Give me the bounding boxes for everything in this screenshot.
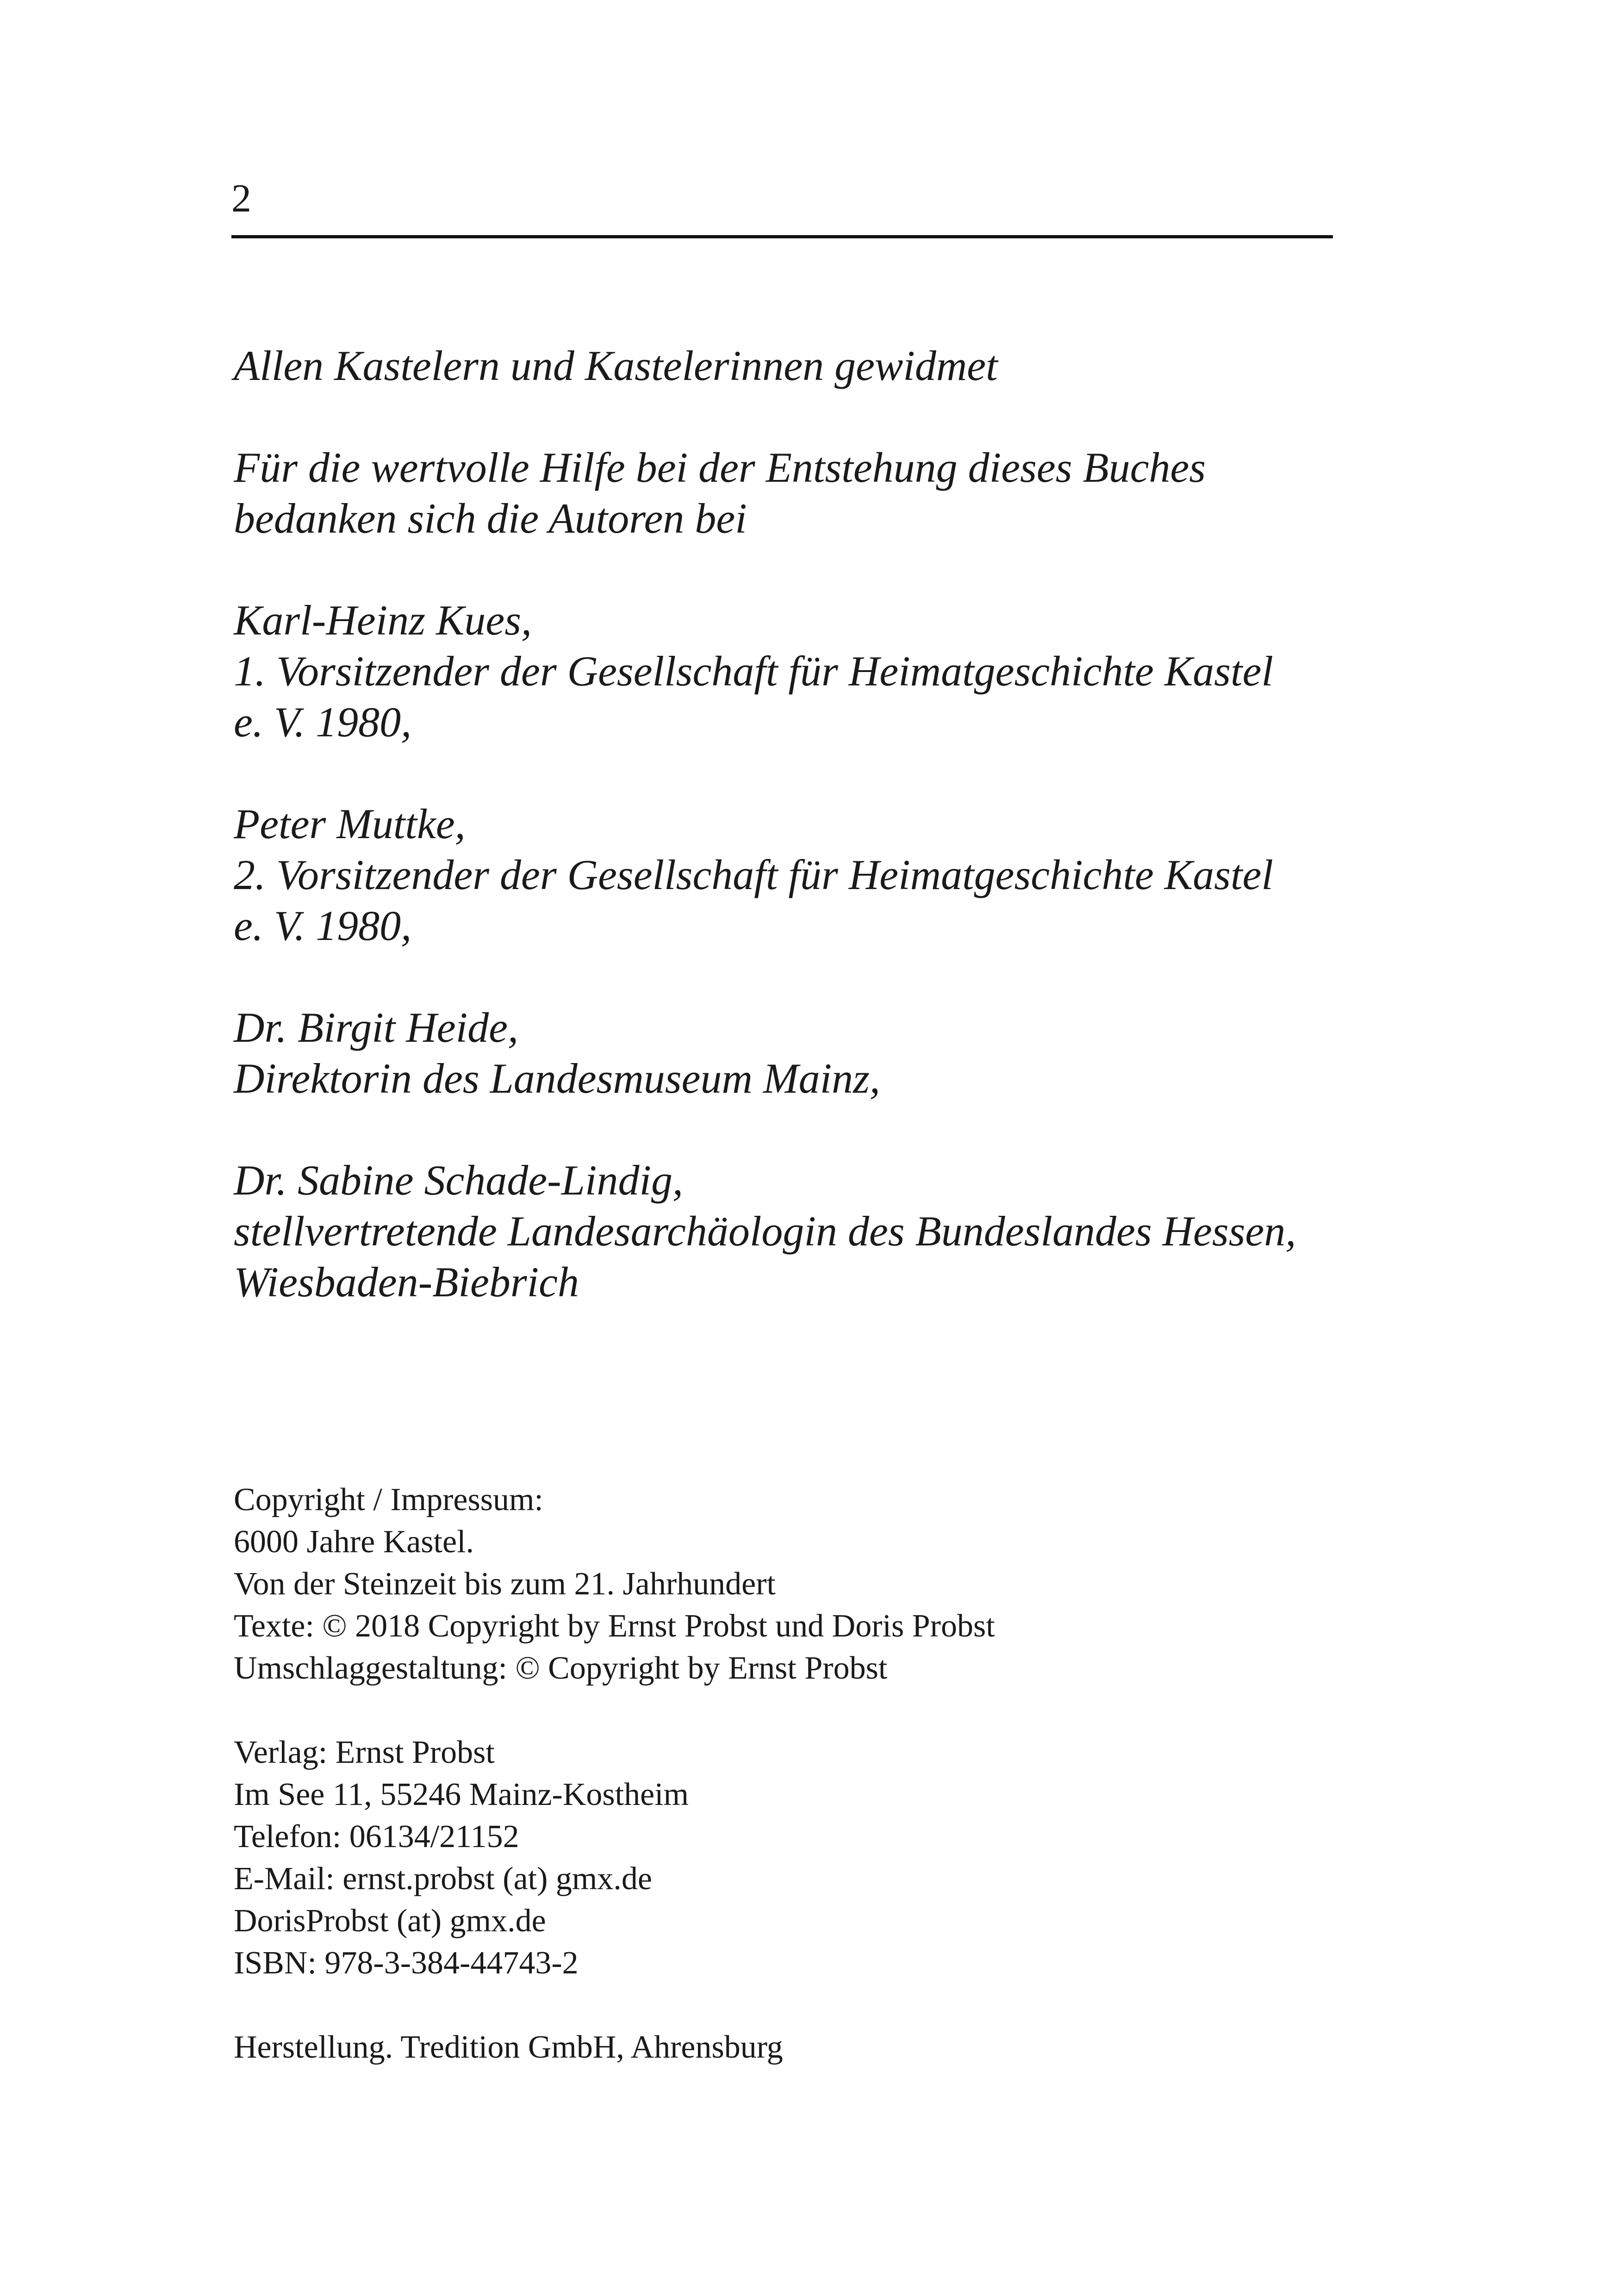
acknowledgement-role: e. V. 1980, [234, 698, 412, 746]
thanks-paragraph [234, 442, 1368, 544]
imprint-line: Texte: © 2018 Copyright by Ernst Probst und Doris Probst [234, 1608, 995, 1644]
thanks-line: Für die wertvolle Hilfe bei der Entstehung dieses Buches [234, 444, 1206, 491]
acknowledgement-name: Karl-Heinz Kues, [234, 597, 532, 644]
acknowledgement-heide [234, 1002, 1368, 1104]
acknowledgement-muttke [234, 798, 1368, 951]
imprint-line: Telefon: 06134/21152 [234, 1819, 519, 1854]
imprint-line: Verlag: Ernst Probst [234, 1735, 495, 1770]
acknowledgement-schade-lindig [234, 1155, 1368, 1307]
imprint-line: ISBN: 978-3-384-44743-2 [234, 1945, 579, 1981]
dedication-section [234, 340, 1368, 1358]
imprint-line: Herstellung. Tredition GmbH, Ahrensburg [234, 2029, 783, 2065]
imprint-line: DorisProbst (at) gmx.de [234, 1903, 546, 1939]
imprint-line: Umschlaggestaltung: © Copyright by Ernst Probst [234, 1650, 888, 1686]
imprint-line: 6000 Jahre Kastel. [234, 1524, 474, 1560]
acknowledgement-role: stellvertretende Landesarchäologin des Bundeslandes Hessen, [234, 1207, 1296, 1255]
page-number: 2 [231, 176, 251, 220]
imprint-line: E-Mail: ernst.probst (at) gmx.de [234, 1861, 652, 1897]
publisher-block [234, 1731, 1344, 1984]
production-block [234, 2026, 1344, 2068]
header-rule [231, 235, 1333, 238]
acknowledgement-name: Peter Muttke, [234, 800, 466, 847]
imprint-line: Von der Steinzeit bis zum 21. Jahrhundert [234, 1566, 776, 1602]
acknowledgement-role: 1. Vorsitzender der Gesellschaft für Heimatgeschichte Kastel [234, 647, 1274, 695]
imprint-line: Copyright / Impressum: [234, 1482, 543, 1518]
dedication-line: Allen Kastelern und Kastelerinnen gewidmet [234, 342, 998, 389]
acknowledgement-role: e. V. 1980, [234, 902, 412, 949]
acknowledgement-role: Wiesbaden-Biebrich [234, 1258, 579, 1306]
copyright-block [234, 1479, 1344, 1689]
acknowledgement-name: Dr. Sabine Schade-Lindig, [234, 1157, 684, 1204]
thanks-line: bedanken sich die Autoren bei [234, 495, 747, 542]
acknowledgement-role: Direktorin des Landesmuseum Mainz, [234, 1055, 880, 1102]
acknowledgement-role: 2. Vorsitzender der Gesellschaft für Heimatgeschichte Kastel [234, 851, 1274, 898]
dedication-paragraph [234, 340, 1368, 391]
imprint-section [234, 1479, 1344, 2110]
imprint-line: Im See 11, 55246 Mainz-Kostheim [234, 1777, 689, 1812]
acknowledgement-kues [234, 595, 1368, 747]
acknowledgement-name: Dr. Birgit Heide, [234, 1004, 518, 1051]
